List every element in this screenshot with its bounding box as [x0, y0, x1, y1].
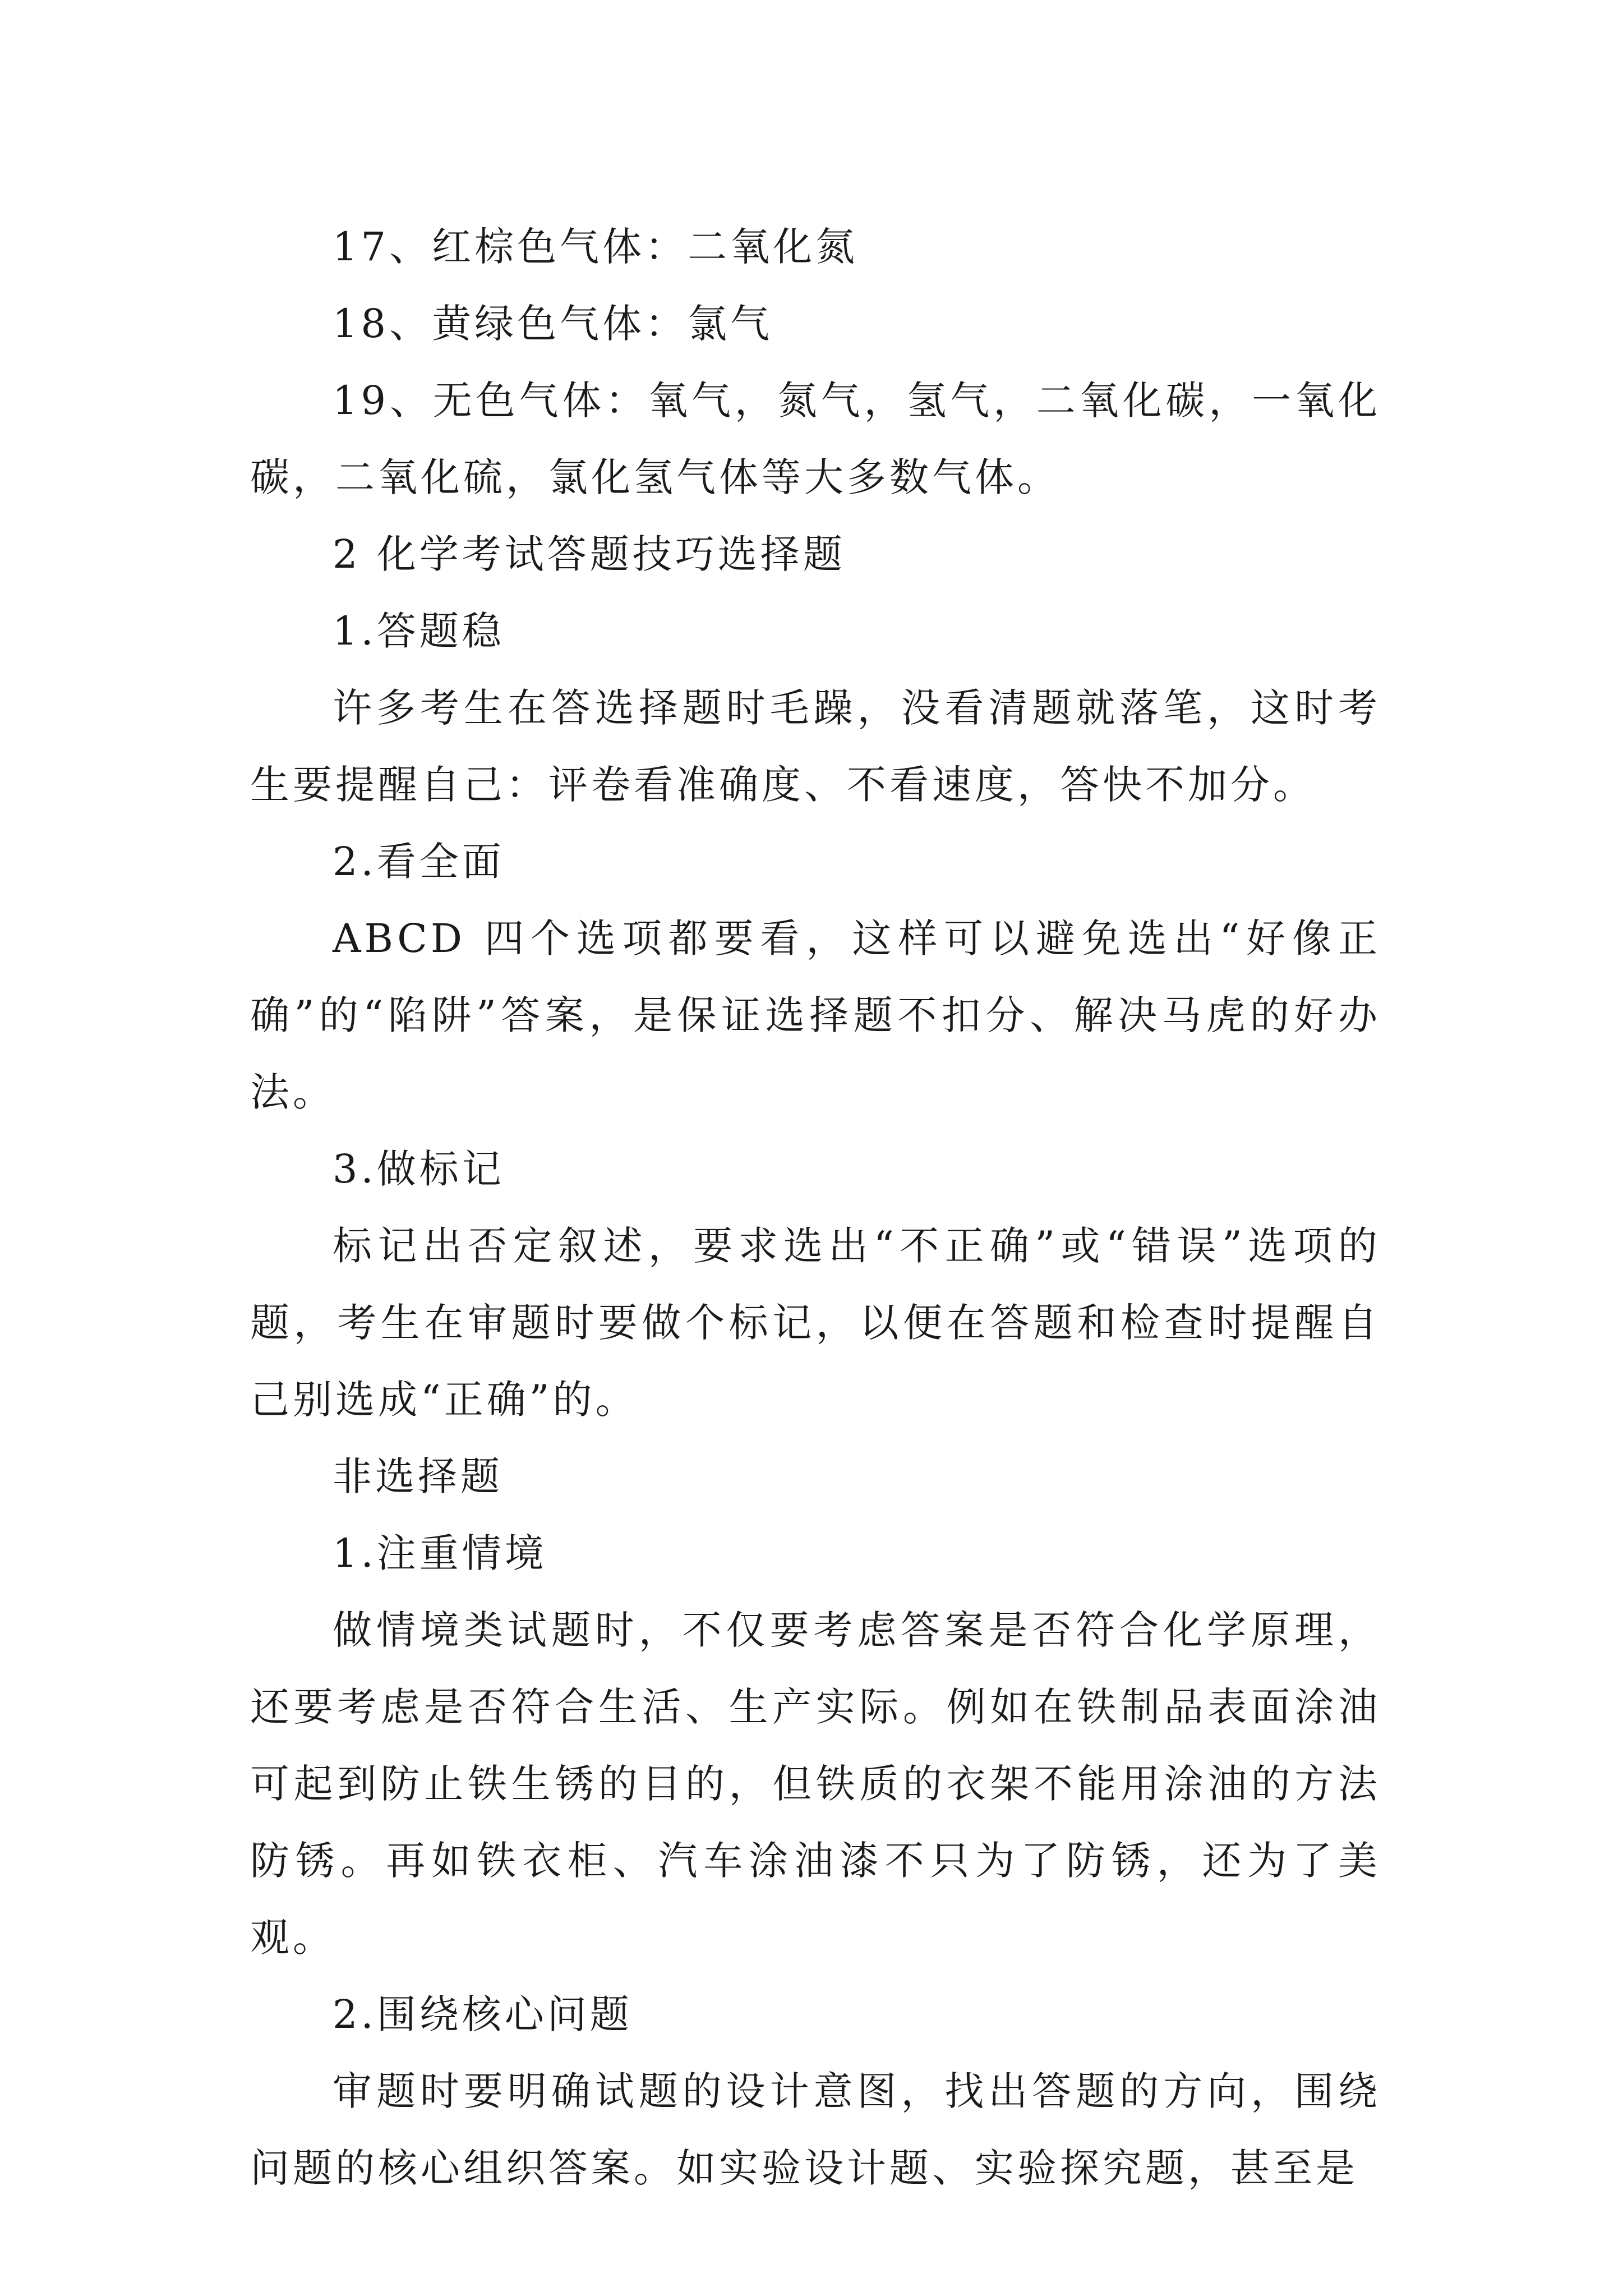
subheading-focus-on-context: 1.注重情境 [333, 1530, 547, 1576]
list-item-colorless-gas: 19、无色气体：氧气，氮气，氢气，二氧化碳，一氧化碳，二氧化硫，氯化氢气体等大多数气体。 [250, 378, 1381, 500]
subheading-steady-answering: 1.答题稳 [333, 608, 505, 654]
subheading-core-question: 2.围绕核心问题 [333, 1991, 633, 2037]
subheading-read-all-options: 2.看全面 [333, 839, 505, 885]
paragraph-make-marks: 标记出否定叙述，要求选出“不正确”或“错误”选项的题，考生在审题时要做个标记，以便在答题和检查时提醒自己别选成“正确”的。 [250, 1223, 1381, 1423]
paragraph-steady-answering: 许多考生在答选择题时毛躁，没看清题就落笔，这时考生要提醒自己：评卷看准确度、不看速度，答快不加分。 [250, 685, 1381, 808]
list-item-yellow-green-gas: 18、黄绿色气体：氯气 [333, 301, 773, 347]
section-heading-non-choice: 非选择题 [333, 1453, 503, 1499]
section-heading-exam-tips: 2 化学考试答题技巧选择题 [333, 531, 846, 577]
paragraph-read-all-options: ABCD 四个选项都要看，这样可以避免选出“好像正确”的“陷阱”答案，是保证选择题不扣分、解决马虎的好办法。 [250, 915, 1381, 1115]
paragraph-focus-on-context: 做情境类试题时，不仅要考虑答案是否符合化学原理，还要考虑是否符合生活、生产实际。例如在铁制品表面涂油可起到防止铁生锈的目的，但铁质的衣架不能用涂油的方法防锈。再如铁衣柜、汽车涂油漆不只为了防锈，还为了美观。 [250, 1607, 1381, 1961]
paragraph-core-question: 审题时要明确试题的设计意图，找出答题的方向，围绕问题的核心组织答案。如实验设计题、实验探究题，甚至是 [250, 2068, 1381, 2191]
subheading-make-marks: 3.做标记 [333, 1146, 505, 1192]
document-body [250, 209, 1381, 2207]
list-item-red-brown-gas: 17、红棕色气体：二氧化氮 [333, 224, 859, 270]
